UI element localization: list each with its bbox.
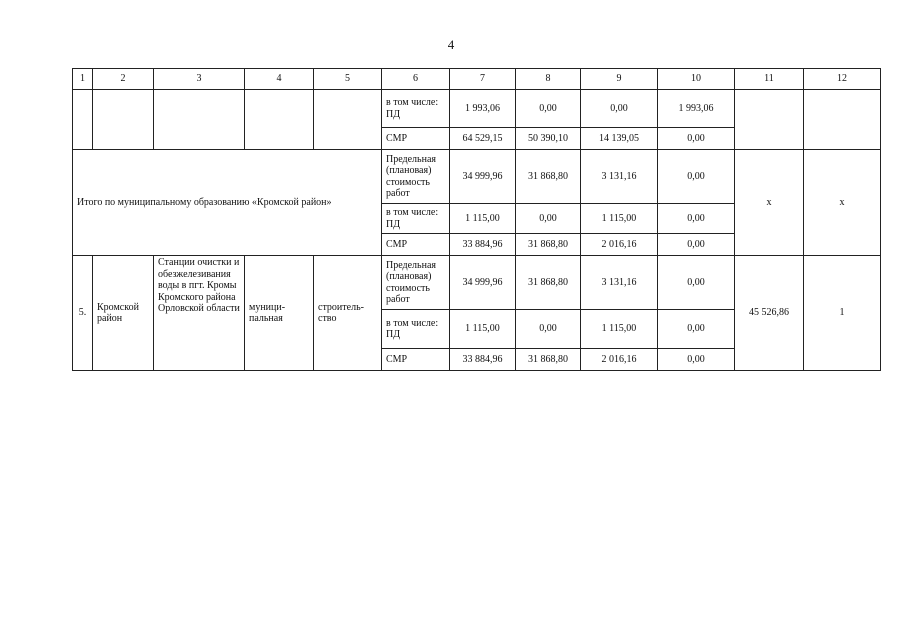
value-cell: 31 868,80 xyxy=(516,349,581,371)
value-cell: 1 115,00 xyxy=(581,204,658,234)
value-cell: 1 115,00 xyxy=(450,310,516,349)
column-header: 6 xyxy=(382,69,450,90)
cost-label: в том числе: ПД xyxy=(382,90,450,128)
value-cell: 34 999,96 xyxy=(450,150,516,204)
empty-cell xyxy=(73,90,93,150)
item-number: 5. xyxy=(73,256,93,371)
column-header: 1 xyxy=(73,69,93,90)
page-number: 4 xyxy=(447,37,455,52)
cost-label: СМР xyxy=(382,234,450,256)
value-cell: 1 993,06 xyxy=(658,90,735,128)
value-cell: 64 529,15 xyxy=(450,128,516,150)
budget-table xyxy=(72,68,881,371)
empty-cell xyxy=(93,90,154,150)
cost-label: СМР xyxy=(382,128,450,150)
column-header: 8 xyxy=(516,69,581,90)
value-cell: 31 868,80 xyxy=(516,256,581,310)
value-cell: 1 115,00 xyxy=(450,204,516,234)
value-cell: 2 016,16 xyxy=(581,234,658,256)
column-header: 7 xyxy=(450,69,516,90)
table-row xyxy=(73,150,881,204)
district-name: Кромской район xyxy=(93,256,154,371)
empty-cell xyxy=(804,90,881,150)
value-cell: 0,00 xyxy=(516,310,581,349)
value-cell: 0,00 xyxy=(658,349,735,371)
value-cell: 0,00 xyxy=(658,150,735,204)
cost-label: СМР xyxy=(382,349,450,371)
empty-cell xyxy=(245,90,314,150)
value-cell: 0,00 xyxy=(658,204,735,234)
value-cell: 31 868,80 xyxy=(516,150,581,204)
object-name: Станции очистки и обезжелезивания воды в пгт. Кромы Кромского района Орловской области xyxy=(154,256,245,371)
value-cell: 3 131,16 xyxy=(581,150,658,204)
cost-label: в том числе: ПД xyxy=(382,204,450,234)
cost-label: в том числе: ПД xyxy=(382,310,450,349)
column-header: 3 xyxy=(154,69,245,90)
item-col11: 45 526,86 xyxy=(735,256,804,371)
value-cell: 0,00 xyxy=(658,310,735,349)
work-type: строитель-ство xyxy=(314,256,382,371)
empty-cell xyxy=(735,90,804,150)
column-number-row xyxy=(73,69,881,90)
column-header: 11 xyxy=(735,69,804,90)
empty-cell xyxy=(314,90,382,150)
empty-cell xyxy=(154,90,245,150)
column-header: 10 xyxy=(658,69,735,90)
value-cell: 0,00 xyxy=(658,128,735,150)
item-col12: 1 xyxy=(804,256,881,371)
total-label: Итого по муниципальному образованию «Кромской район» xyxy=(73,150,382,256)
value-cell: 50 390,10 xyxy=(516,128,581,150)
value-cell: 2 016,16 xyxy=(581,349,658,371)
table-row xyxy=(73,90,881,128)
value-cell: 0,00 xyxy=(581,90,658,128)
value-cell: 14 139,05 xyxy=(581,128,658,150)
cost-label: Предельная (плановая) стоимость работ xyxy=(382,256,450,310)
value-cell: 0,00 xyxy=(516,90,581,128)
value-cell: 0,00 xyxy=(658,256,735,310)
column-header: 4 xyxy=(245,69,314,90)
value-cell: 1 115,00 xyxy=(581,310,658,349)
total-col11: х xyxy=(735,150,804,256)
value-cell: 3 131,16 xyxy=(581,256,658,310)
total-col12: х xyxy=(804,150,881,256)
value-cell: 34 999,96 xyxy=(450,256,516,310)
cost-label: Предельная (плановая) стоимость работ xyxy=(382,150,450,204)
value-cell: 33 884,96 xyxy=(450,234,516,256)
table-row xyxy=(73,256,881,310)
column-header: 9 xyxy=(581,69,658,90)
value-cell: 1 993,06 xyxy=(450,90,516,128)
value-cell: 33 884,96 xyxy=(450,349,516,371)
column-header: 12 xyxy=(804,69,881,90)
ownership-type: муници-пальная xyxy=(245,256,314,371)
value-cell: 0,00 xyxy=(516,204,581,234)
value-cell: 0,00 xyxy=(658,234,735,256)
column-header: 2 xyxy=(93,69,154,90)
column-header: 5 xyxy=(314,69,382,90)
value-cell: 31 868,80 xyxy=(516,234,581,256)
